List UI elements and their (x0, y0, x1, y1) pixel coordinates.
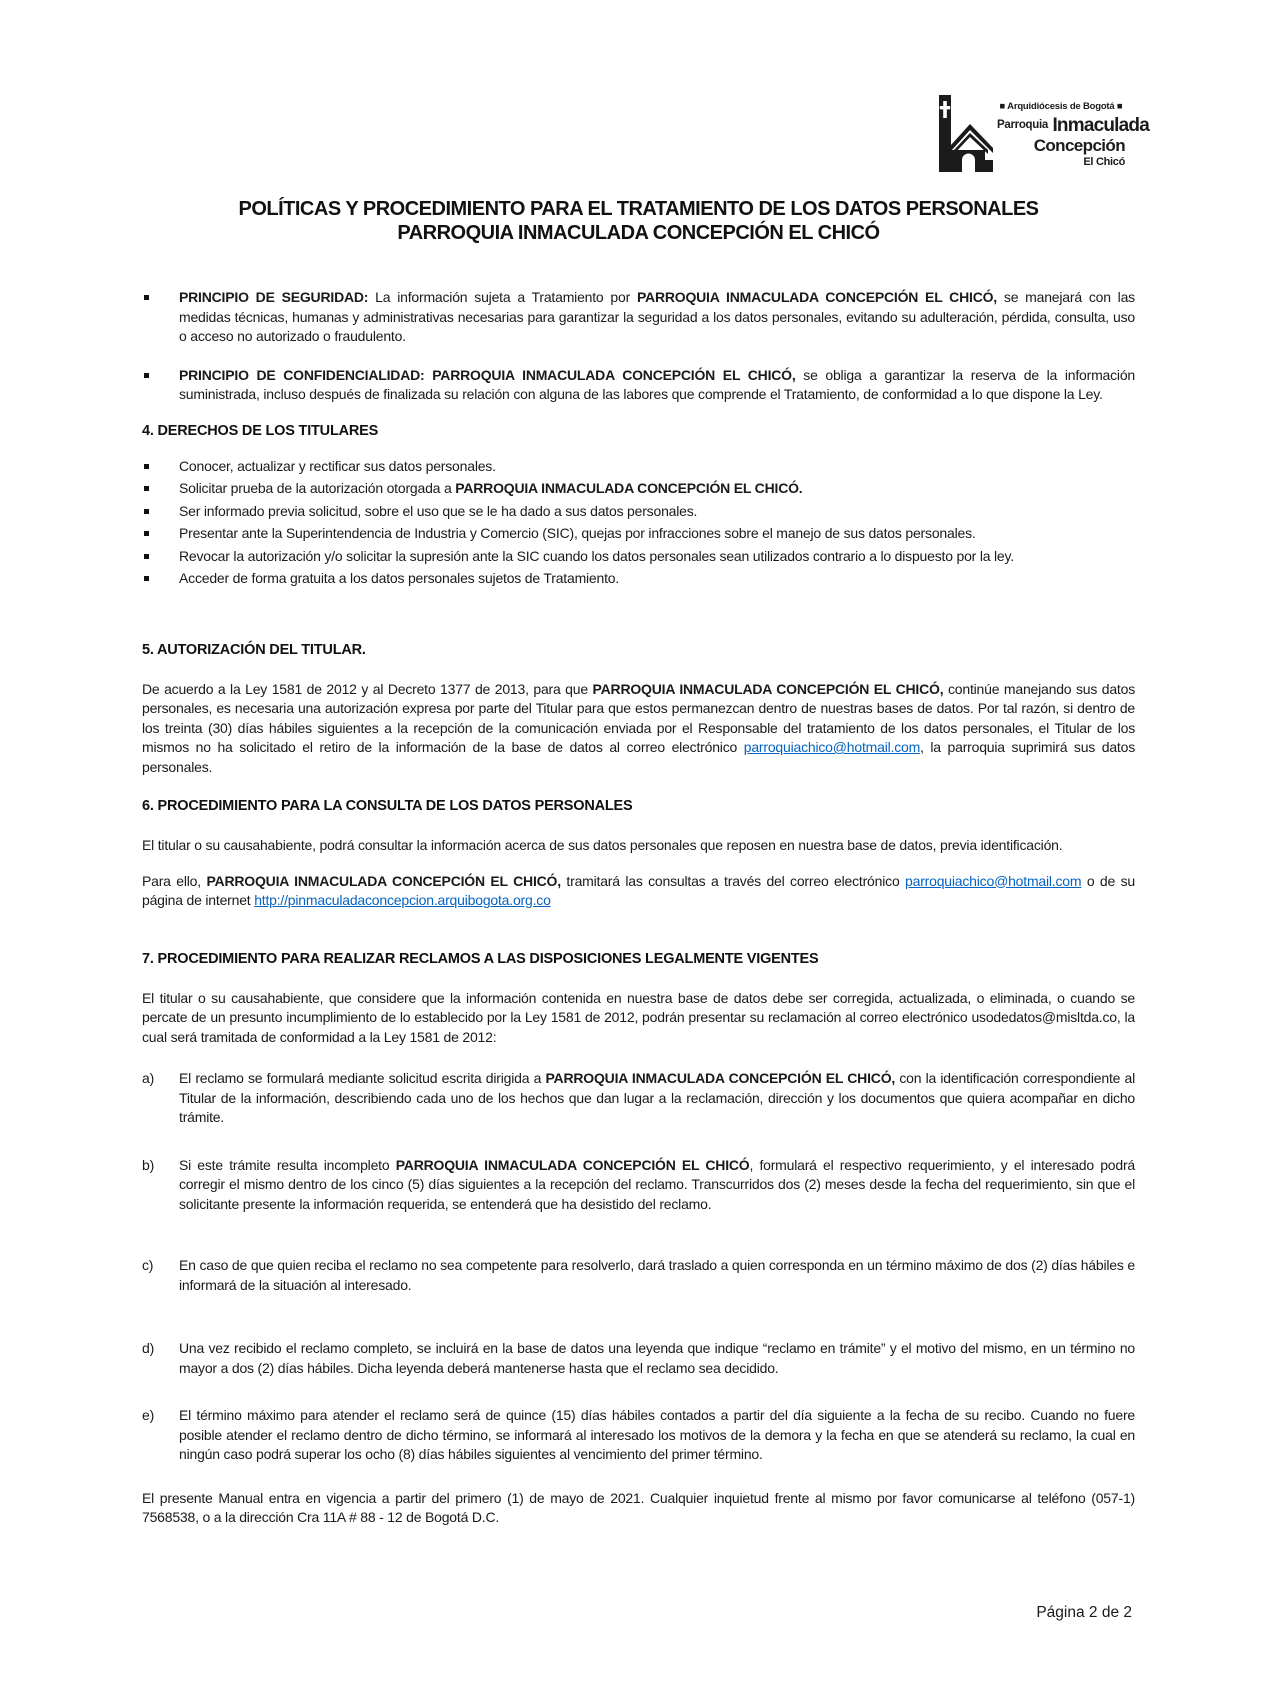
text-run: PARROQUIA INMACULADA CONCEPCIÓN EL CHICÓ (395, 1156, 750, 1173)
text-run: PARROQUIA INMACULADA CONCEPCIÓN EL CHICÓ, (592, 680, 944, 697)
principle-confidencialidad-text (179, 366, 1135, 405)
text-run: El presente Manual entra en vigencia a partir del primero (1) de mayo de 2021. Cualquier inquietud frente al mismo por favor comunicarse al teléfono (057-1) 7568538, o a la dirección Cra 11A # 88 - 12 de Bogotá D.C. (142, 1489, 1135, 1525)
bullet-cell (142, 457, 179, 477)
autorizacion-paragraph (142, 680, 1135, 778)
section-heading-autorizacion: 5. AUTORIZACIÓN DEL TITULAR. (142, 641, 366, 658)
section-heading-reclamos: 7. PROCEDIMIENTO PARA REALIZAR RECLAMOS A LAS DISPOSICIONES LEGALMENTE VIGENTES (142, 950, 819, 967)
page-title (142, 197, 1135, 245)
bullet-icon (144, 509, 149, 514)
logo-inmaculada-word: Inmaculada (1052, 114, 1149, 136)
step-text (179, 1156, 1135, 1215)
text-run: continúe manejando sus datos personales, es necesaria una autorización expresa por parte del Titular para que estos permanezcan dentro de nuestras bases de datos. Por tal razón, si dentro de los treinta (30) días hábiles siguientes a la recepción de la comunicación enviada por el Responsable del tratamiento de los datos personales, el Titular de los mismos no ha solicitado el retiro de la información de la base de datos al correo electrónico (142, 680, 1135, 755)
derecho-item (142, 569, 1135, 589)
derecho-item-text (179, 479, 1135, 499)
step-text (179, 1069, 1135, 1128)
principle-seguridad-text (179, 288, 1135, 347)
consulta-paragraph-2 (142, 872, 1135, 911)
step-text (179, 1256, 1135, 1295)
text-run: En caso de que quien reciba el reclamo no sea competente para resolverlo, dará traslado a quien corresponda en un término máximo de dos (2) días hábiles e informará de la situación al interesado. (179, 1257, 1135, 1293)
bullet-icon (144, 554, 149, 559)
text-run: Conocer, actualizar y rectificar sus datos personales. (179, 457, 496, 474)
step-label: b) (142, 1156, 155, 1173)
step-label: c) (142, 1257, 154, 1273)
text-run: Revocar la autorización y/o solicitar la supresión ante la SIC cuando los datos personales sean utilizados contrario a lo dispuesto por la ley. (179, 547, 1014, 564)
principle-confidencialidad-item (142, 366, 1135, 405)
derecho-item-text (179, 569, 1135, 589)
text-run: El titular o su causahabiente, que considere que la información contenida en nuestra base de datos debe ser corregida, actualizada, o eliminada, o cuando se percate de un presunto incumplimiento de lo establecido por la Ley 1581 de 2012, podrán presentar su reclamación al correo electrónico usodedatos@misltda.co, la cual será tramitada de conformidad a la Ley 1581 de 2012: (142, 989, 1135, 1045)
bullet-cell (142, 479, 179, 499)
text-run: PARROQUIA INMACULADA CONCEPCIÓN EL CHICÓ, (636, 289, 997, 305)
consulta-paragraph-1 (142, 836, 1135, 856)
principle-seguridad-item (142, 288, 1135, 347)
bullet-cell (142, 524, 179, 544)
bullet-icon (144, 464, 149, 469)
text-run: , formulará el respectivo requerimiento, y el interesado podrá corregir el mismo dentro de los cinco (5) días siguientes a la recepción del reclamo. Transcurridos dos (2) meses desde la fecha del requerimiento, sin que el solicitante presente la información requerida, se entenderá que ha desistido del reclamo. (179, 1156, 1136, 1212)
bullet-icon (144, 531, 149, 536)
text-run: Si este trámite resulta incompleto (179, 1156, 396, 1173)
text-run: Acceder de forma gratuita a los datos personales sujetos de Tratamiento. (179, 570, 620, 586)
page-title-line-2: PARROQUIA INMACULADA CONCEPCIÓN EL CHICÓ (397, 222, 880, 244)
derechos-list (142, 457, 1135, 589)
text-run: Presentar ante la Superintendencia de Industria y Comercio (SIC), quejas por infracciones sobre el manejo de sus datos personales. (179, 525, 976, 541)
section-heading-consulta: 6. PROCEDIMIENTO PARA LA CONSULTA DE LOS DATOS PERSONALES (142, 798, 633, 814)
bullet-icon (144, 576, 149, 581)
bullet-icon (144, 295, 149, 300)
bullet-cell (142, 288, 179, 347)
step-label: a) (142, 1070, 155, 1086)
reclamo-step-c (142, 1256, 1135, 1295)
derecho-item-text (179, 524, 1135, 544)
step-text (179, 1406, 1135, 1465)
derecho-item-text (179, 547, 1135, 567)
text-run: La información sujeta a Tratamiento por (375, 289, 637, 305)
text-run: Solicitar prueba de la autorización otorgada a (179, 480, 456, 496)
step-label: e) (142, 1407, 155, 1423)
text-run: con la identificación correspondiente al Titular de la información, describiendo cada uno de los hechos que dan lugar a la reclamación, dirección y los documentos que quiera acompañar en dicho trámite. (179, 1070, 1135, 1125)
derecho-item (142, 479, 1135, 499)
text-run: PARROQUIA INMACULADA CONCEPCIÓN EL CHICÓ, (206, 872, 561, 889)
page-title-line-1: POLÍTICAS Y PROCEDIMIENTO PARA EL TRATAMIENTO DE LOS DATOS PERSONALES (238, 198, 1039, 220)
bullet-icon (144, 373, 149, 378)
step-label: d) (142, 1340, 155, 1356)
text-run: o de su página de internet (142, 872, 1135, 908)
hyperlink[interactable]: parroquiachico@hotmail.com (743, 739, 921, 755)
text-run: PARROQUIA INMACULADA CONCEPCIÓN EL CHICÓ. (455, 480, 803, 496)
bullet-icon (144, 486, 149, 491)
text-run: tramitará las consultas a través del correo electrónico (560, 872, 906, 889)
text-run: El titular o su causahabiente, podrá consultar la información acerca de sus datos personales que reposen en nuestra base de datos, previa identificación. (142, 837, 1063, 853)
principles-list (142, 288, 1135, 405)
text-run: PRINCIPIO DE CONFIDENCIALIDAD: PARROQUIA INMACULADA CONCEPCIÓN EL CHICÓ, (179, 366, 796, 383)
derecho-item (142, 547, 1135, 567)
page-number: Página 2 de 2 (1036, 1604, 1132, 1621)
logo-el-chico-label: El Chicó (1083, 155, 1125, 168)
reclamo-step-b (142, 1156, 1135, 1215)
text-run: , la parroquia suprimirá sus datos personales. (142, 739, 1135, 775)
hyperlink[interactable]: parroquiachico@hotmail.com (905, 872, 1082, 889)
text-run: De acuerdo a la Ley 1581 de 2012 y al Decreto 1377 de 2013, para que (142, 680, 593, 697)
text-run: Ser informado previa solicitud, sobre el uso que se le ha dado a sus datos personales. (179, 502, 698, 519)
bullet-cell (142, 502, 179, 522)
text-run: Una vez recibido el reclamo completo, se incluirá en la base de datos una leyenda que indique “reclamo en trámite” y el motivo del mismo, en un término no mayor a dos (2) días hábiles. Dicha leyenda deberá mantenerse hasta que el reclamo sea decidido. (179, 1340, 1135, 1376)
derecho-item (142, 457, 1135, 477)
text-run: se manejará con las medidas técnicas, humanas y administrativas necesarias para garantizar la seguridad a los datos personales, evitando su adulteración, pérdida, consulta, uso o acceso no autorizado o fraudulento. (179, 289, 1135, 344)
reclamos-paragraph-1 (142, 989, 1135, 1048)
logo-parroquia-word: Parroquia (997, 118, 1048, 131)
derecho-item-text (179, 457, 1135, 477)
reclamo-step-a (142, 1069, 1135, 1128)
closing-paragraph (142, 1489, 1135, 1528)
logo-concepcion-label: Concepción (1033, 135, 1125, 155)
reclamo-step-e (142, 1406, 1135, 1465)
step-text (179, 1339, 1135, 1378)
derecho-item (142, 524, 1135, 544)
bullet-cell (142, 569, 179, 589)
derecho-item-text (179, 502, 1135, 522)
derecho-item (142, 502, 1135, 522)
text-run: se obliga a garantizar la reserva de la información suministrada, incluso después de finalizada su relación con alguna de las labores que comprende el Tratamiento, de conformidad a lo que dispone la Ley. (179, 366, 1135, 402)
document-body (142, 0, 1135, 1528)
section-heading-derechos: 4. DERECHOS DE LOS TITULARES (142, 422, 379, 439)
text-run: PARROQUIA INMACULADA CONCEPCIÓN EL CHICÓ, (545, 1070, 896, 1086)
text-run: PRINCIPIO DE SEGURIDAD: (179, 289, 376, 305)
bullet-cell (142, 366, 179, 405)
text-run: El término máximo para atender el reclamo será de quince (15) días hábiles contados a partir del día siguiente a la fecha de su recibo. Cuando no fuere posible atender el reclamo dentro de dicho término, se informará al interesado los motivos de la demora y la fecha en que se atenderá su reclamo, la cual en ningún caso podrá superar los ocho (8) días hábiles siguientes al vencimiento del primer término. (179, 1407, 1135, 1462)
logo-arquidiocesis-label: ■ Arquidiócesis de Bogotá ■ (999, 101, 1123, 112)
text-run: Para ello, (142, 872, 207, 889)
hyperlink[interactable]: http://pinmaculadaconcepcion.arquibogota.org.co (254, 892, 551, 908)
text-run: El reclamo se formulará mediante solicitud escrita dirigida a (179, 1070, 546, 1086)
reclamo-step-d (142, 1339, 1135, 1378)
bullet-cell (142, 547, 179, 567)
